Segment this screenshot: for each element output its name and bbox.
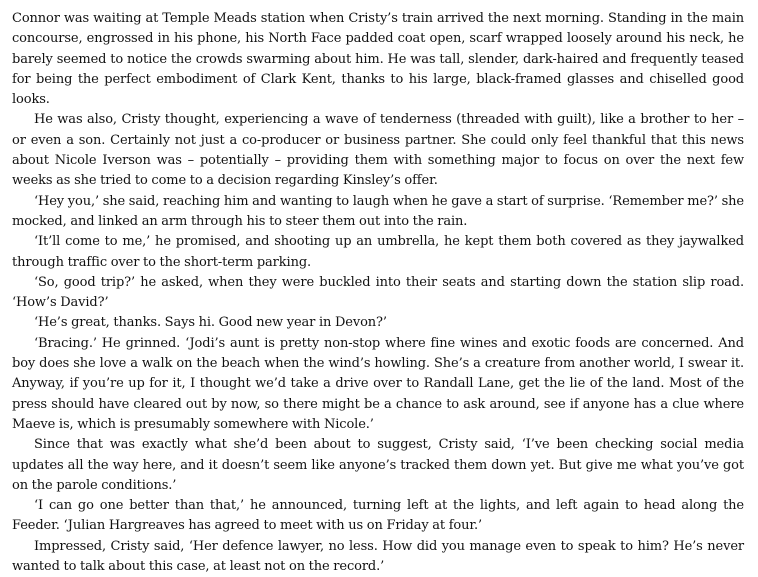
- paragraph-2: He was also, Cristy thought, experiencing a wave of tenderness (threaded with guilt), like a brother to her – or even a son. Certainly not just a co-producer or business partner. She could only feel thankful that this news about Nicole Iverson was – potentially – providing them with something major to focus on over the next few weeks as she tried to come to a decision regarding Kinsley’s offer.: [12, 112, 744, 189]
- paragraph-7: ‘Bracing.’ He grinned. ‘Jodi’s aunt is pretty non-stop where fine wines and exotic foods are concerned. And boy does she love a walk on the beach when the wind’s howling. She’s a creature from another world, I swear it. Anyway, if you’re up for it, I thought we’d take a drive over to Randall Lane, get the lie of the land. Most of the press should have cleared out by now, so there might be a chance to ask around, see if anyone has a clue where Maeve is, which is presumably somewhere with Nicole.’: [12, 335, 744, 432]
- paragraph-10: Impressed, Cristy said, ‘Her defence lawyer, no less. How did you manage even to speak to him? He’s never wanted to talk about this case, at least not on the record.’: [12, 538, 744, 575]
- paragraph-1: Connor was waiting at Temple Meads station when Cristy’s train arrived the next morning. Standing in the main concourse, engrossed in his phone, his North Face padded coat open, scarf wrapped loosely around his neck, he barely seemed to notice the crowds swarming about him. He was tall, slender, dark-haired and frequently teased for being the perfect embodiment of Clark Kent, thanks to his large, black-framed glasses and chiselled good looks.: [12, 11, 744, 108]
- paragraph-3: ‘Hey you,’ she said, reaching him and wanting to laugh when he gave a start of surprise. ‘Remember me?’ she mocked, and linked an arm through his to steer them out into the rain.: [12, 193, 744, 229]
- paragraph-5: ‘So, good trip?’ he asked, when they were buckled into their seats and starting down the station slip road. ‘How’s David?’: [12, 274, 744, 311]
- paragraph-6: ‘He’s great, thanks. Says hi. Good new year in Devon?’: [34, 315, 387, 331]
- paragraph-9: ‘I can go one better than that,’ he announced, turning left at the lights, and left again to head along the Feeder. ‘Julian Hargreaves has agreed to meet with us on Friday at four.’: [12, 498, 744, 534]
- document-page: [12, 9, 744, 577]
- paragraph-4: ‘It’ll come to me,’ he promised, and shooting up an umbrella, he kept them both covered as they jaywalked through traffic over to the short-term parking.: [12, 234, 744, 270]
- paragraph-8: Since that was exactly what she’d been about to suggest, Cristy said, ‘I’ve been checking social media updates all the way here, and it doesn’t seem like anyone’s tracked them down yet. But give me what you’ve got on the parole conditions.’: [12, 437, 744, 493]
